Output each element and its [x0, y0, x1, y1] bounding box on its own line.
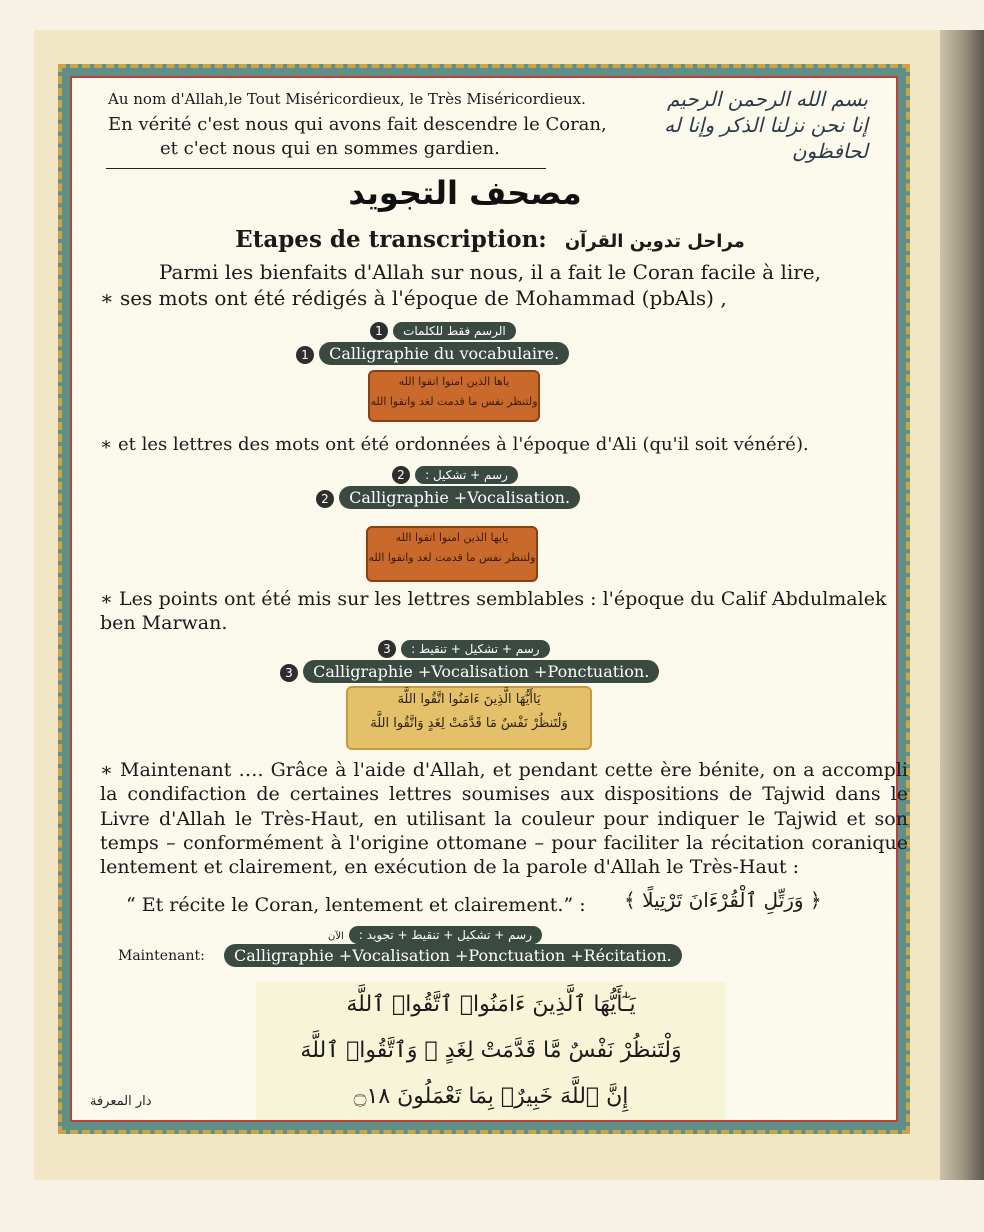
step4-french-label [224, 944, 682, 967]
step3-panel-line2: وَلْتَنظُرْ نَفْسٌ مَا قَدَّمَتْ لِغَدٍ وَاتَّقُوا اللَّهَ [370, 716, 568, 731]
quran-verse-block [256, 982, 726, 1120]
paragraph-ali: ∗ et les lettres des mots ont été ordonnées à l'époque d'Ali (qu'il soit vénéré). [100, 434, 809, 455]
quran-line1: يَـٰٓأَيُّهَا ٱلَّذِينَ ءَامَنُوا۟ ٱتَّقُوا۟ ٱللَّهَ [346, 992, 636, 1017]
calligraphy-header [588, 86, 868, 164]
step1-arabic-label [370, 320, 516, 340]
step1-number-ar: 1 [370, 322, 388, 340]
step2-french-label [316, 486, 580, 509]
step3-number: 3 [280, 664, 298, 682]
step1-french-pill: Calligraphie du vocabulaire. [319, 342, 569, 365]
header-divider [106, 168, 546, 169]
section-heading [210, 226, 770, 253]
step2-arabic-pill: رسم + تشكيل : [415, 466, 518, 484]
step3-french-pill: Calligraphie +Vocalisation +Ponctuation. [303, 660, 659, 683]
step1-arabic-pill: الرسم فقط للكلمات [393, 322, 516, 340]
bismillah-french: Au nom d'Allah,le Tout Miséricordieux, le Très Miséricordieux. [108, 90, 586, 108]
step3-arabic-pill: رسم + تشكيل + تنقيط : [401, 640, 549, 658]
calligraphy-verse: إنا نحن نزلنا الذكر وإنا له لحافظون [664, 113, 868, 163]
step2-number: 2 [316, 490, 334, 508]
step2-number-ar: 2 [392, 466, 410, 484]
paragraph-points: ∗ Les points ont été mis sur les lettres semblables : l'époque du Calif Abdulmalek ben Marwan. [100, 588, 887, 634]
step1-number: 1 [296, 346, 314, 364]
step2-french-pill: Calligraphie +Vocalisation. [339, 486, 580, 509]
step1-scroll-line2: ولتنظر نفس ما قدمت لغد واتقوا الله [370, 395, 538, 408]
book-page [34, 30, 940, 1180]
step3-number-ar: 3 [378, 640, 396, 658]
step1-scroll-line1: ياها الذين امنوا اتقوا الله [398, 375, 510, 388]
paragraph-maintenant: ∗ Maintenant …. Grâce à l'aide d'Allah, et pendant cette ère bénite, on a accompli la condifaction de certaines lettres soumises aux dispositions de Tajwid dans le Livre d'Allah le Très-Haut, en utilisant la couleur pour indiquer le Tajwid et son temps – conformément à l'origine ottomane – pour faciliter la récitation coranique lentement et clairement, en exécution de la parole d'Allah le Très-Haut : [100, 759, 908, 879]
intro-line2: ∗ ses mots ont été rédigés à l'époque de Mohammad (pbAls) , [100, 286, 727, 310]
page-spine-shadow [938, 30, 984, 1180]
step3-text-panel [346, 686, 592, 750]
step3-french-label [280, 660, 659, 683]
step3-panel-line1: يَاأَيُّهَا الَّذِينَ ءَامَنُوا اتَّقُوا اللَّهَ [397, 692, 541, 707]
step2-scroll-line1: يايها الذين امنوا اتقوا الله [395, 531, 509, 544]
step4-arabic-label [328, 924, 542, 944]
step4-prefix: الآن [328, 931, 344, 942]
step4-french-pill: Calligraphie +Vocalisation +Ponctuation +Récitation. [224, 944, 682, 967]
step2-scroll-image [366, 526, 538, 582]
step2-arabic-label [392, 464, 518, 484]
publisher-logo: دار المعرفة [90, 1094, 152, 1109]
intro-line1: Parmi les bienfaits d'Allah sur nous, il a fait le Coran facile à lire, [158, 260, 821, 284]
step4-arabic-pill: رسم + تشكيل + تنقيط + تجويد : [349, 926, 542, 944]
page-title: مصحف التجويد [348, 174, 582, 212]
step2-scroll-line2: ولتنظر نفس ما قدمت لغد واتقوا الله [368, 551, 536, 564]
ornamental-frame [58, 64, 910, 1134]
verse-french-line1: En vérité c'est nous qui avons fait descendre le Coran, [108, 114, 607, 135]
section-heading-french: Etapes de transcription: [235, 226, 547, 253]
step1-french-label [296, 342, 569, 365]
step3-arabic-label [378, 638, 550, 658]
maintenant-label: Maintenant: [118, 948, 205, 964]
quote-french: “ Et récite le Coran, lentement et clairement.” : [126, 894, 586, 916]
verse-french-line2: et c'ect nous qui en sommes gardien. [160, 138, 500, 159]
step1-scroll-image [368, 370, 540, 422]
calligraphy-bismillah: بسم الله الرحمن الرحيم [666, 87, 868, 111]
section-heading-arabic: مراحل تدوين القرآن [564, 231, 745, 252]
quran-line3: إِنَّ ٱللَّهَ خَبِيرٌۢ بِمَا تَعْمَلُونَ ۝١٨ [353, 1084, 629, 1109]
quran-line2: وَلْتَنظُرْ نَفْسٌ مَّا قَدَّمَتْ لِغَدٍ ۖ وَٱتَّقُوا۟ ٱللَّهَ [300, 1038, 682, 1063]
quote-arabic: ﴿ وَرَتِّلِ ٱلْقُرْءَانَ تَرْتِيلًا ﴾ [624, 888, 822, 912]
